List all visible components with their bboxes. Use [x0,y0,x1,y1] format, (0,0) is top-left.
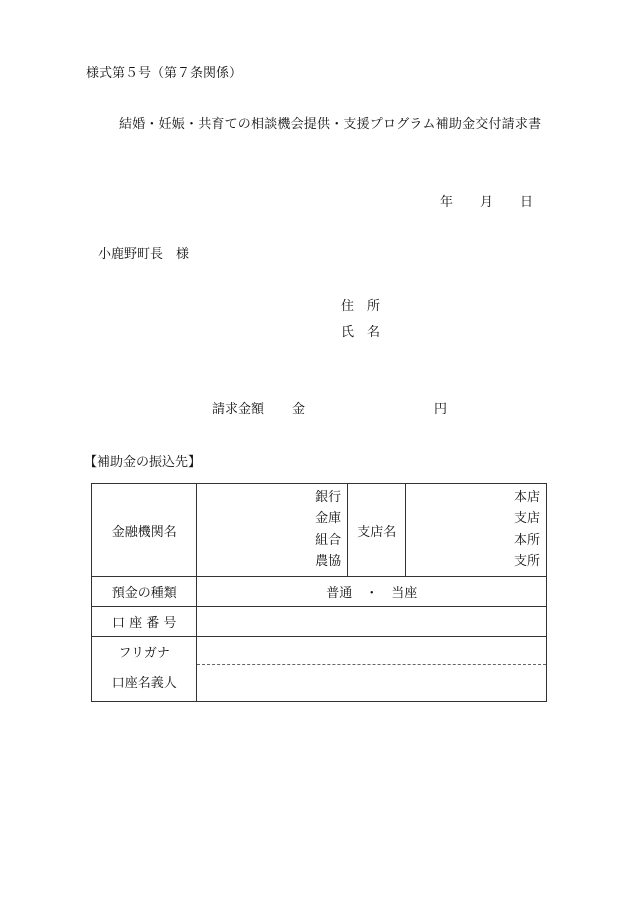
branch-type-branch: 支店 [513,511,540,527]
holder-name-label: 口座名義人 [111,676,177,691]
account-number-field[interactable] [197,607,547,637]
amount-label: 請求金額 [212,402,265,417]
account-holder-row [92,637,547,702]
branch-type-office: 支所 [513,553,540,569]
institution-type-bank: 銀行 [315,490,342,505]
furigana-field[interactable] [197,638,546,665]
deposit-type-options[interactable]: 普通 ・ 当座 [197,577,547,607]
date-year: 年 [440,195,454,210]
institution-cell[interactable] [197,484,348,577]
name-label: 氏 名 [341,325,381,340]
address-label: 住 所 [341,299,381,314]
furigana-label: フリガナ [118,646,170,661]
account-holder-label-cell [92,637,197,702]
deposit-type-row [92,577,547,607]
branch-type-main: 本店 [513,490,540,505]
deposit-type-label: 預金の種類 [92,577,197,607]
institution-type-shinkin: 金庫 [315,511,342,527]
institution-row [92,484,547,577]
date-day: 日 [520,195,534,210]
branch-cell[interactable] [406,484,547,577]
account-number-label: 口 座 番 号 [92,607,197,637]
account-holder-cell [197,637,547,702]
branch-label: 支店名 [348,484,406,577]
account-number-row [92,607,547,637]
institution-label: 金融機関名 [92,484,197,577]
section-heading: 【補助金の振込先】 [84,455,202,470]
document-title: 結婚・妊娠・共育ての相談機会提供・支援プログラム補助金交付請求書 [119,117,542,132]
form-number: 様式第５号（第７条関係） [86,66,243,81]
branch-type-head-office: 本所 [513,532,540,548]
bank-transfer-table [91,483,547,702]
holder-name-field[interactable] [197,665,546,701]
addressee: 小鹿野町長 様 [98,247,190,262]
amount-prefix: 金 [292,402,306,417]
date-month: 月 [480,195,494,210]
institution-type-ja: 農協 [315,553,342,569]
amount-unit: 円 [434,402,448,417]
institution-type-union: 組合 [315,532,342,548]
